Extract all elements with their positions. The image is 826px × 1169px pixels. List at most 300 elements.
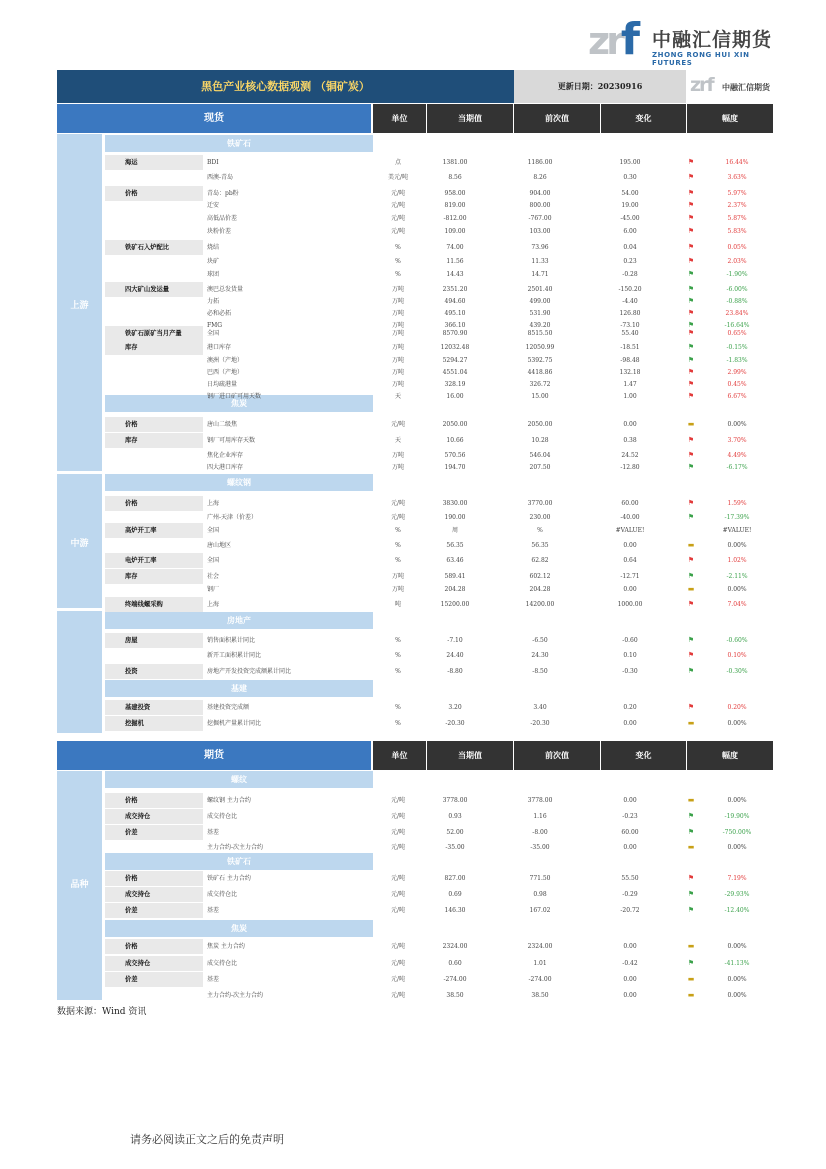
row-change: 60.00 <box>621 500 639 507</box>
green-flag-icon: ⚑ <box>687 828 695 836</box>
row-change: -98.48 <box>620 357 640 364</box>
row-unit: 元/吨 <box>390 844 406 851</box>
green-flag-icon: ⚑ <box>687 343 695 351</box>
row-category: 海运 <box>105 155 203 170</box>
row-item: 铁矿石 主力合约 <box>207 875 251 882</box>
row-change: -0.30 <box>622 668 638 675</box>
table-row <box>105 809 773 824</box>
row-previous: 4418.86 <box>527 369 553 376</box>
row-change: 126.80 <box>619 310 641 317</box>
row-percent: 7.19% <box>727 875 747 882</box>
row-current: 0.60 <box>448 960 462 967</box>
row-category <box>105 648 203 663</box>
col-change: 变化 <box>601 104 686 133</box>
update-date: 更新日期：20230916 <box>514 70 686 103</box>
row-current: 1381.00 <box>442 159 468 166</box>
table-row <box>105 956 773 971</box>
row-category: 价格 <box>105 939 203 954</box>
row-previous: -35.00 <box>530 844 550 851</box>
row-category: 铁矿石原矿当月产量 <box>105 326 203 341</box>
row-category <box>105 267 203 282</box>
row-previous: 439.20 <box>529 322 551 329</box>
red-flag-icon: ⚑ <box>687 451 695 459</box>
row-change: -0.28 <box>622 271 638 278</box>
row-current: 3830.00 <box>442 500 468 507</box>
row-unit: % <box>395 652 401 659</box>
row-previous: % <box>537 527 543 534</box>
table-row <box>105 267 773 282</box>
section-coke: 焦炭 <box>105 395 373 412</box>
row-item: 基差 <box>207 976 220 983</box>
row-category: 高炉开工率 <box>105 523 203 538</box>
row-item: 必和必拓 <box>207 310 232 317</box>
row-item: 成交持仓比 <box>207 960 238 967</box>
col-percent: 幅度 <box>687 104 773 133</box>
row-item: 上海 <box>207 601 220 608</box>
row-item: 新开工面积累计同比 <box>207 652 262 659</box>
col-unit: 单位 <box>373 741 426 770</box>
table-row <box>105 582 773 597</box>
red-flag-icon: ⚑ <box>687 874 695 882</box>
row-unit: 元/吨 <box>390 215 406 222</box>
row-category <box>105 224 203 239</box>
row-percent: 3.70% <box>727 437 747 444</box>
row-percent: 0.65% <box>727 330 747 337</box>
row-percent: -12.40% <box>724 907 750 914</box>
row-unit: 元/吨 <box>390 976 406 983</box>
row-change: -18.51 <box>620 344 640 351</box>
red-flag-icon: ⚑ <box>687 227 695 235</box>
row-current: 3778.00 <box>442 797 468 804</box>
row-current: 2050.00 <box>442 421 468 428</box>
green-flag-icon: ⚑ <box>687 356 695 364</box>
table-row <box>105 240 773 255</box>
row-unit: 天 <box>394 437 401 444</box>
row-previous: 546.04 <box>529 452 551 459</box>
row-category: 价格 <box>105 417 203 432</box>
row-category: 价差 <box>105 903 203 918</box>
row-unit: 万吨 <box>391 573 404 580</box>
green-flag-icon: ⚑ <box>687 636 695 644</box>
row-current: 74.00 <box>446 244 464 251</box>
report-header <box>57 70 773 103</box>
row-percent: -2.11% <box>726 573 748 580</box>
row-item: 基差 <box>207 907 220 914</box>
row-category: 价差 <box>105 972 203 987</box>
row-item: 成交持仓比 <box>207 813 238 820</box>
row-previous: 204.28 <box>529 586 551 593</box>
row-current: 0.93 <box>448 813 462 820</box>
row-item: 基差 <box>207 829 220 836</box>
row-item: 挖掘机产量累计同比 <box>207 720 262 727</box>
row-category: 铁矿石入炉配比 <box>105 240 203 255</box>
row-percent: 2.03% <box>727 258 747 265</box>
row-unit: 万吨 <box>391 381 404 388</box>
red-flag-icon: ⚑ <box>687 309 695 317</box>
company-logo <box>588 14 778 67</box>
row-item: 房地产开发投资完成额累计同比 <box>207 668 292 675</box>
row-current: 194.70 <box>444 464 466 471</box>
row-change: -40.00 <box>620 514 640 521</box>
row-unit: 万吨 <box>391 330 404 337</box>
row-percent: 0.00% <box>727 586 747 593</box>
row-current: -8.80 <box>447 668 463 675</box>
row-current: 周 <box>451 527 458 534</box>
row-category: 成交持仓 <box>105 809 203 824</box>
green-flag-icon: ⚑ <box>687 906 695 914</box>
red-flag-icon: ⚑ <box>687 214 695 222</box>
row-change: 1.00 <box>623 393 637 400</box>
row-current: 5294.27 <box>442 357 468 364</box>
row-percent: 23.84% <box>725 310 749 317</box>
row-unit: % <box>395 637 401 644</box>
row-unit: 元/吨 <box>390 797 406 804</box>
row-category: 价格 <box>105 496 203 511</box>
row-unit: 吨 <box>394 601 401 608</box>
table-row <box>105 433 773 448</box>
table-row <box>105 417 773 432</box>
flat-indicator-icon: ▬ <box>687 719 695 727</box>
row-change: 19.00 <box>621 202 639 209</box>
row-item: 钢厂 <box>207 586 220 593</box>
section-infrastructure: 基建 <box>105 680 373 697</box>
row-change: -0.42 <box>622 960 638 967</box>
row-item: 唐山二级焦 <box>207 421 238 428</box>
green-flag-icon: ⚑ <box>687 812 695 820</box>
section-rebar: 螺纹钢 <box>105 474 373 491</box>
red-flag-icon: ⚑ <box>687 651 695 659</box>
data-source: 数据来源：Wind 资讯 <box>57 1007 147 1017</box>
row-unit: 元/吨 <box>390 202 406 209</box>
row-previous: 1186.00 <box>527 159 553 166</box>
row-percent: -0.60% <box>726 637 748 644</box>
row-change: 1000.00 <box>617 601 643 608</box>
row-percent: -6.00% <box>726 286 748 293</box>
row-change: -45.00 <box>620 215 640 222</box>
row-previous: 8.26 <box>533 174 547 181</box>
row-percent: -0.30% <box>726 668 748 675</box>
row-current: 16.00 <box>446 393 464 400</box>
section-rebar-futures: 螺纹 <box>105 771 373 788</box>
row-previous: 3770.00 <box>527 500 553 507</box>
row-unit: 万吨 <box>391 452 404 459</box>
row-unit: 元/吨 <box>390 514 406 521</box>
row-previous: 531.90 <box>529 310 551 317</box>
red-flag-icon: ⚑ <box>687 368 695 376</box>
row-unit: 万吨 <box>391 286 404 293</box>
row-item: 澳洲（产地） <box>207 357 244 364</box>
row-percent: -19.90% <box>724 813 750 820</box>
row-change: 0.10 <box>623 652 637 659</box>
green-flag-icon: ⚑ <box>687 321 695 329</box>
row-change: 1.47 <box>623 381 637 388</box>
row-change: -0.23 <box>622 813 638 820</box>
red-flag-icon: ⚑ <box>687 189 695 197</box>
red-flag-icon: ⚑ <box>687 392 695 400</box>
table-row <box>105 939 773 954</box>
row-previous: 11.33 <box>531 258 549 265</box>
row-change: -12.80 <box>620 464 640 471</box>
table-row <box>105 664 773 679</box>
row-percent: 6.67% <box>727 393 747 400</box>
row-previous: 38.50 <box>531 992 549 999</box>
row-category: 库存 <box>105 340 203 355</box>
row-item: 力拓 <box>207 298 220 305</box>
table-row <box>105 326 773 341</box>
row-previous: 904.00 <box>529 190 551 197</box>
row-item: 港口库存 <box>207 344 232 351</box>
row-current: 366.10 <box>444 322 466 329</box>
row-previous: 15.00 <box>531 393 549 400</box>
row-current: 190.00 <box>444 514 466 521</box>
row-item: 高低品价差 <box>207 215 238 222</box>
table-row <box>105 988 773 1003</box>
row-category: 基建投资 <box>105 700 203 715</box>
table-row <box>105 523 773 538</box>
green-flag-icon: ⚑ <box>687 285 695 293</box>
side-upstream: 上游 <box>57 134 102 471</box>
row-current: 958.00 <box>444 190 466 197</box>
row-current: 15200.00 <box>440 601 470 608</box>
row-percent: 0.00% <box>727 542 747 549</box>
row-item: 成交持仓比 <box>207 891 238 898</box>
flat-indicator-icon: ▬ <box>687 796 695 804</box>
logo-mark: zrf <box>588 14 637 65</box>
row-item: 焦化企业库存 <box>207 452 244 459</box>
green-flag-icon: ⚑ <box>687 890 695 898</box>
row-change: -4.40 <box>622 298 638 305</box>
row-previous: -20.30 <box>530 720 550 727</box>
row-category: 库存 <box>105 569 203 584</box>
row-current: 52.00 <box>446 829 464 836</box>
red-flag-icon: ⚑ <box>687 499 695 507</box>
row-change: 0.00 <box>623 992 637 999</box>
row-category: 挖掘机 <box>105 716 203 731</box>
row-category <box>105 389 203 404</box>
row-previous: 499.00 <box>529 298 551 305</box>
red-flag-icon: ⚑ <box>687 380 695 388</box>
logo-cn: 中融汇信期货 <box>652 29 773 51</box>
table-row <box>105 871 773 886</box>
row-percent: #VALUE! <box>722 527 752 534</box>
row-percent: -1.83% <box>726 357 748 364</box>
flat-indicator-icon: ▬ <box>687 991 695 999</box>
row-current: 494.60 <box>444 298 466 305</box>
row-unit: 万吨 <box>391 586 404 593</box>
row-change: 6.00 <box>623 228 637 235</box>
row-current: -812.00 <box>443 215 467 222</box>
row-previous: 73.96 <box>531 244 549 251</box>
row-unit: 元/吨 <box>390 421 406 428</box>
row-change: 24.52 <box>621 452 639 459</box>
row-change: 0.38 <box>623 437 637 444</box>
row-item: 块矿 <box>207 258 220 265</box>
table-row <box>105 633 773 648</box>
row-previous: 771.50 <box>529 875 551 882</box>
row-change: 0.00 <box>623 797 637 804</box>
row-percent: -17.39% <box>724 514 750 521</box>
table-row <box>105 903 773 918</box>
row-change: 0.00 <box>623 542 637 549</box>
green-flag-icon: ⚑ <box>687 463 695 471</box>
row-unit: 元/吨 <box>390 813 406 820</box>
row-item: 销售面积累计同比 <box>207 637 256 644</box>
row-item: 上海 <box>207 500 220 507</box>
row-percent: 5.97% <box>727 190 747 197</box>
row-previous: 5392.75 <box>527 357 553 364</box>
row-previous: -274.00 <box>528 976 552 983</box>
row-change: 195.00 <box>619 159 641 166</box>
row-unit: 点 <box>394 159 401 166</box>
row-previous: 103.00 <box>529 228 551 235</box>
row-current: 204.28 <box>444 586 466 593</box>
row-percent: 1.02% <box>727 557 747 564</box>
row-change: 0.00 <box>623 976 637 983</box>
row-item: 西澳-青岛 <box>207 174 234 181</box>
row-previous: 24.30 <box>531 652 549 659</box>
row-previous: 10.28 <box>531 437 549 444</box>
red-flag-icon: ⚑ <box>687 173 695 181</box>
row-change: 0.20 <box>623 704 637 711</box>
row-percent: -1.90% <box>726 271 748 278</box>
table-row <box>105 972 773 987</box>
row-percent: 0.00% <box>727 844 747 851</box>
row-percent: 0.20% <box>727 704 747 711</box>
side-midstream-2 <box>57 611 102 733</box>
row-percent: 0.00% <box>727 720 747 727</box>
row-percent: 0.10% <box>727 652 747 659</box>
row-percent: -6.17% <box>726 464 748 471</box>
row-percent: 2.99% <box>727 369 747 376</box>
col-percent: 幅度 <box>687 741 773 770</box>
row-unit: 元/吨 <box>390 829 406 836</box>
table-row <box>105 887 773 902</box>
red-flag-icon: ⚑ <box>687 158 695 166</box>
row-item: FMG <box>207 322 223 329</box>
row-previous: 2324.00 <box>527 943 553 950</box>
row-category: 电炉开工率 <box>105 553 203 568</box>
spot-header-bar <box>57 104 773 133</box>
report-title: 黑色产业核心数据观测 （铜矿炭） <box>57 70 514 103</box>
row-category: 终端线螺采购 <box>105 597 203 612</box>
row-change: -150.20 <box>618 286 642 293</box>
row-current: -274.00 <box>443 976 467 983</box>
row-previous: 1.01 <box>533 960 547 967</box>
row-change: 0.23 <box>623 258 637 265</box>
side-varieties: 品种 <box>57 771 102 1000</box>
row-current: 109.00 <box>444 228 466 235</box>
row-percent: 1.59% <box>727 500 747 507</box>
row-current: 12032.48 <box>440 344 470 351</box>
green-flag-icon: ⚑ <box>687 270 695 278</box>
row-category: 价格 <box>105 793 203 808</box>
row-previous: 14.71 <box>531 271 549 278</box>
row-category: 四大矿山发运量 <box>105 282 203 297</box>
row-item: 广州-天津（价差） <box>207 514 258 521</box>
table-row <box>105 825 773 840</box>
row-change: 0.30 <box>623 174 637 181</box>
row-current: 24.40 <box>446 652 464 659</box>
col-current: 当期值 <box>427 104 513 133</box>
row-percent: 3.63% <box>727 174 747 181</box>
row-change: -20.72 <box>620 907 640 914</box>
row-category <box>105 460 203 475</box>
section-real-estate: 房地产 <box>105 612 373 629</box>
row-percent: 0.05% <box>727 244 747 251</box>
row-current: 8.56 <box>448 174 462 181</box>
col-current: 当期值 <box>427 741 513 770</box>
row-current: 495.10 <box>444 310 466 317</box>
spot-title: 现货 <box>57 104 371 133</box>
futures-title: 期货 <box>57 741 371 770</box>
row-current: 589.41 <box>444 573 466 580</box>
row-current: -20.30 <box>445 720 465 727</box>
table-row <box>105 700 773 715</box>
row-unit: 元/吨 <box>390 500 406 507</box>
row-percent: -0.15% <box>726 344 748 351</box>
row-category: 成交持仓 <box>105 956 203 971</box>
row-change: 54.00 <box>621 190 639 197</box>
row-current: 11.56 <box>446 258 464 265</box>
row-change: 0.00 <box>623 943 637 950</box>
red-flag-icon: ⚑ <box>687 703 695 711</box>
row-previous: -8.00 <box>532 829 548 836</box>
section-iron-ore-futures: 铁矿石 <box>105 853 373 870</box>
row-percent: 0.00% <box>727 797 747 804</box>
row-unit: 元/吨 <box>390 228 406 235</box>
section-coke-futures: 焦炭 <box>105 920 373 937</box>
row-previous: 230.00 <box>529 514 551 521</box>
row-previous: 12050.99 <box>525 344 555 351</box>
row-category <box>105 988 203 1003</box>
row-percent: -29.93% <box>724 891 750 898</box>
row-current: -7.10 <box>447 637 463 644</box>
row-item: 球团 <box>207 271 220 278</box>
futures-header-bar <box>57 741 773 770</box>
row-percent: -16.64% <box>724 322 750 329</box>
row-current: 4551.04 <box>442 369 468 376</box>
row-change: #VALUE! <box>615 527 645 534</box>
table-row <box>105 840 773 855</box>
row-item: 日均疏港量 <box>207 381 238 388</box>
row-item: 唐山地区 <box>207 542 232 549</box>
row-item: 螺纹钢 主力合约 <box>207 797 251 804</box>
row-item: 主力合约-次主力合约 <box>207 992 264 999</box>
row-previous: 0.98 <box>533 891 547 898</box>
row-current: 8570.90 <box>442 330 468 337</box>
row-percent: -750.00% <box>722 829 752 836</box>
row-unit: % <box>395 527 401 534</box>
row-change: 55.40 <box>621 330 639 337</box>
row-category <box>105 840 203 855</box>
row-change: 132.18 <box>619 369 641 376</box>
flat-indicator-icon: ▬ <box>687 420 695 428</box>
row-item: 主力合约-次主力合约 <box>207 844 264 851</box>
row-percent: 5.87% <box>727 215 747 222</box>
row-current: 146.30 <box>444 907 466 914</box>
row-category: 投资 <box>105 664 203 679</box>
row-item: 澳巴总发货量 <box>207 286 244 293</box>
row-unit: % <box>395 271 401 278</box>
side-midstream: 中游 <box>57 474 102 608</box>
green-flag-icon: ⚑ <box>687 667 695 675</box>
row-percent: -41.13% <box>724 960 750 967</box>
row-percent: -0.88% <box>726 298 748 305</box>
row-previous: 56.35 <box>531 542 549 549</box>
row-unit: 元/吨 <box>390 190 406 197</box>
row-current: 14.43 <box>446 271 464 278</box>
row-unit: 万吨 <box>391 322 404 329</box>
